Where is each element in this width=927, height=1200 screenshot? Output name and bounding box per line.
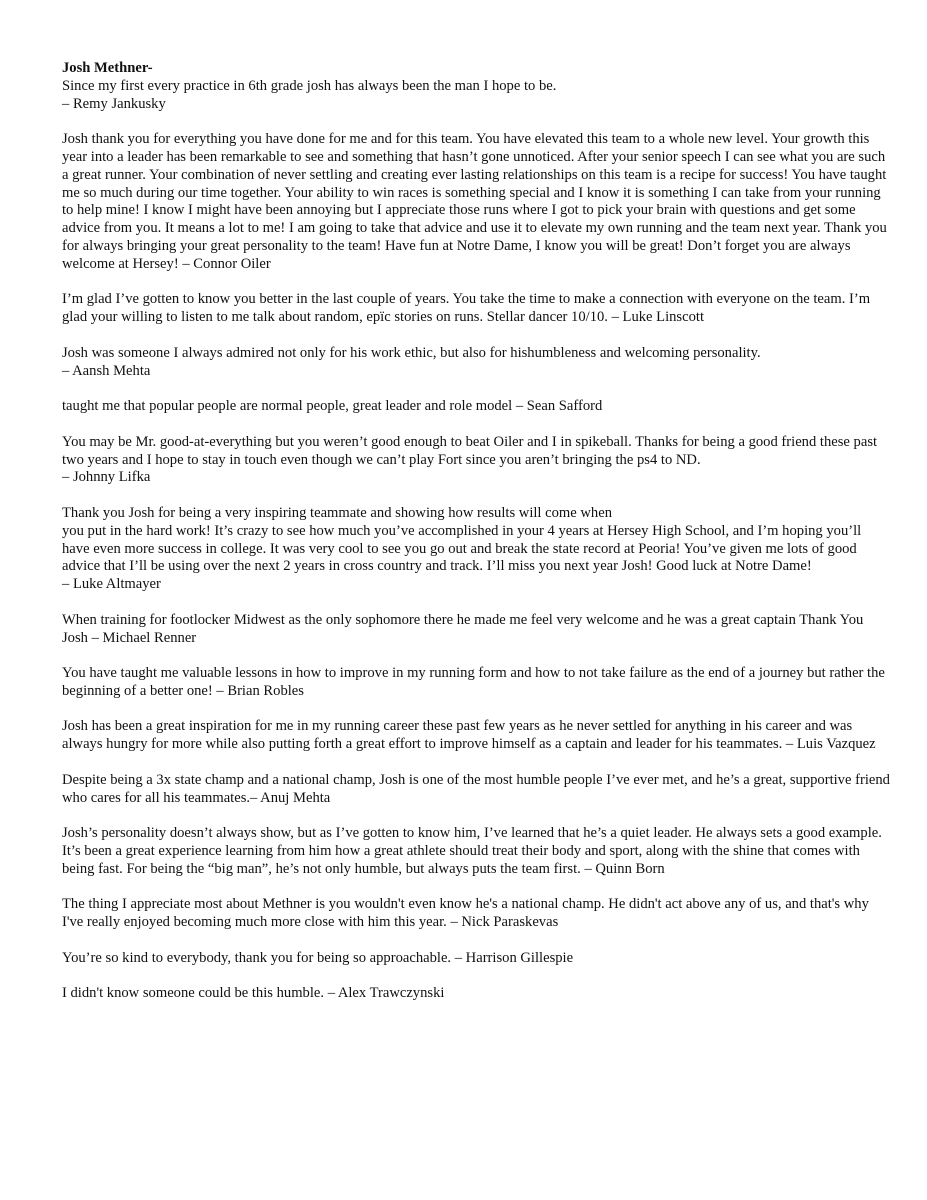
tribute-text: You’re so kind to everybody, thank you for being so approachable. – Harrison Gillespie bbox=[62, 949, 574, 966]
tribute-text: you put in the hard work! It’s crazy to see how much you’ve accomplished in your 4 years at Hersey High School, and I’m hoping you’ll have even more success in college. It was very cool to see you go out and break the state record at Peoria! You’ve given me lots of good advice that I’ll be using over the next 2 years in cross country and track. I’ll miss you next year Josh! Good luck at Notre Dame! bbox=[62, 522, 862, 575]
tribute-entry bbox=[62, 505, 892, 594]
tribute-entry bbox=[62, 950, 892, 968]
tribute-list bbox=[62, 78, 892, 1003]
tribute-entry bbox=[62, 131, 892, 273]
tribute-text: Josh’s personality doesn’t always show, but as I’ve gotten to know him, I’ve learned that he’s a quiet leader. He always sets a good example. It’s been a great experience learning from him how a great athlete should treat their body and sport, along with the shine that comes with being fast. For being the “big man”, he’s not only humble, but always puts the team first. – Quinn Born bbox=[62, 825, 882, 877]
tribute-entry bbox=[62, 78, 892, 114]
tribute-entry bbox=[62, 612, 892, 648]
tribute-entry bbox=[62, 896, 892, 932]
tribute-text: taught me that popular people are normal people, great leader and role model – Sean Safford bbox=[62, 398, 603, 415]
tribute-text: I didn't know someone could be this humble. – Alex Trawczynski bbox=[62, 985, 445, 1002]
tribute-entry bbox=[62, 985, 892, 1003]
tribute-text: When training for footlocker Midwest as the only sophomore there he made me feel very welcome and he was a great captain Thank You Josh – Michael Renner bbox=[62, 611, 864, 646]
tribute-text: Josh thank you for everything you have done for me and for this team. You have elevated this team to a whole new level. Your growth this year into a leader has been remarkable to see and something that hasn’t gone unnoticed. After your senior speech I can see what you are such a great runner. Your combination of never settling and creating ever lasting relationships on this team is a recipe for success! You have taught me so much during our time together. Your ability to win races is something special and I know it is something I can take from your running to help mine! I know I might have been annoying but I appreciate those runs where I got to pick your brain with questions and get some advice from you. It means a lot to me! I am going to take that advice and use it to elevate my own running and the team next year. Thank you for always bringing your great personality to the team! Have fun at Notre Dame, I know you will be great! Don’t forget you are always welcome at Hersey! – Connor Oiler bbox=[62, 131, 887, 272]
tribute-text: Since my first every practice in 6th grade josh has always been the man I hope to be. bbox=[62, 77, 557, 94]
tribute-entry bbox=[62, 718, 892, 754]
document-title: Josh Methner- bbox=[62, 60, 153, 76]
tribute-entry bbox=[62, 434, 892, 487]
tribute-text: Josh has been a great inspiration for me in my running career these past few years as he never settled for anything in his career and was always hungry for more while also putting forth a great effort to improve himself as a captain and leader for his teammates. – Luis Vazquez bbox=[62, 718, 876, 753]
tribute-text: – Johnny Lifka bbox=[62, 469, 151, 486]
tribute-text: Thank you Josh for being a very inspiring teammate and showing how results will come when bbox=[62, 504, 612, 521]
tribute-text: – Remy Jankusky bbox=[62, 95, 166, 112]
tribute-entry bbox=[62, 291, 892, 327]
document-page bbox=[62, 60, 892, 1021]
tribute-text: – Aansh Mehta bbox=[62, 362, 151, 379]
tribute-entry bbox=[62, 398, 892, 416]
tribute-entry bbox=[62, 825, 892, 878]
tribute-entry bbox=[62, 772, 892, 808]
tribute-text: The thing I appreciate most about Methner is you wouldn't even know he's a national champ. He didn't act above any of us, and that's why I've really enjoyed becoming much more close with him this year. – Nick Paraskevas bbox=[62, 896, 869, 931]
tribute-text: – Luke Altmayer bbox=[62, 576, 161, 593]
tribute-entry bbox=[62, 345, 892, 381]
tribute-text: I’m glad I’ve gotten to know you better in the last couple of years. You take the time to make a connection with everyone on the team. I’m glad your willing to listen to me talk about random, epïc stories on runs. Stellar dancer 10/10. – Luke Linscott bbox=[62, 291, 871, 326]
tribute-text: Despite being a 3x state champ and a national champ, Josh is one of the most humble people I’ve ever met, and he’s a great, supportive friend who cares for all his teammates.– Anuj Mehta bbox=[62, 771, 890, 806]
tribute-text: You may be Mr. good-at-everything but you weren’t good enough to beat Oiler and I in spikeball. Thanks for being a good friend these past two years and I hope to stay in touch even though we can’t play Fort since you aren’t bringing the ps4 to ND. bbox=[62, 433, 878, 468]
tribute-text: Josh was someone I always admired not only for his work ethic, but also for hishumbleness and welcoming personality. bbox=[62, 344, 761, 361]
tribute-text: You have taught me valuable lessons in how to improve in my running form and how to not take failure as the end of a journey but rather the beginning of a better one! – Brian Robles bbox=[62, 665, 885, 699]
tribute-entry bbox=[62, 665, 892, 701]
